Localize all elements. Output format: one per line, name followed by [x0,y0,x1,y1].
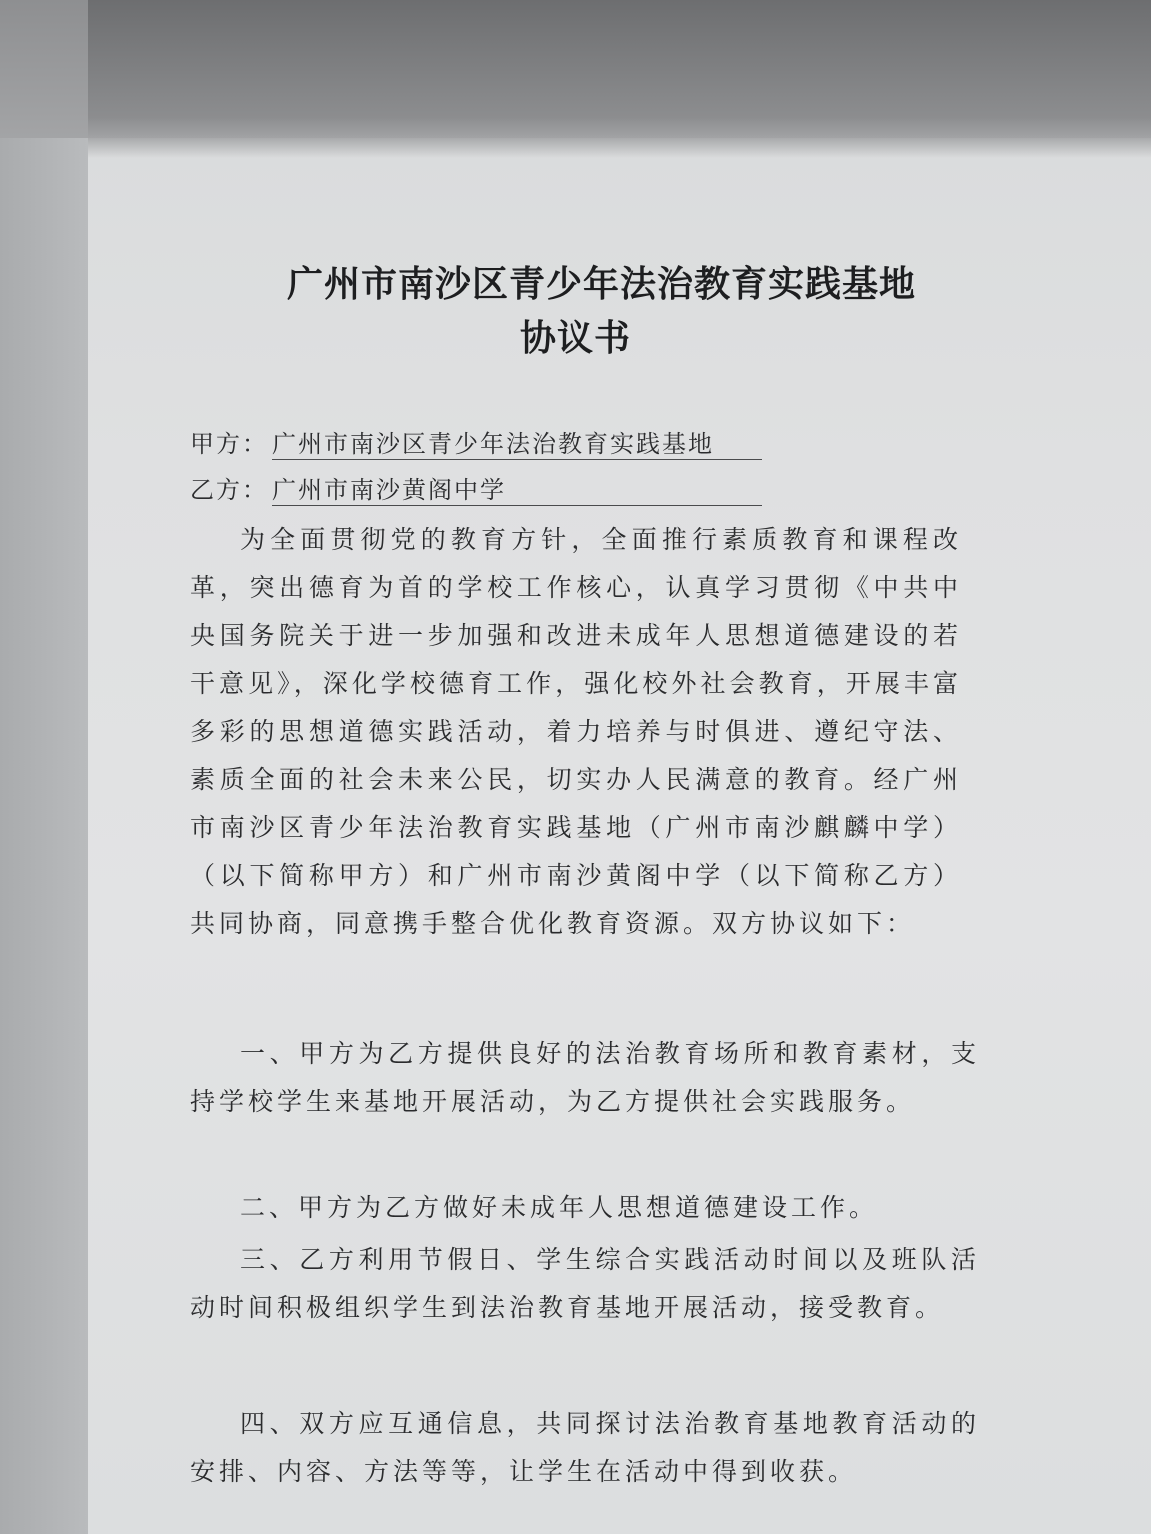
party-a-label: 甲方： [190,430,268,458]
intro-paragraph: 为全面贯彻党的教育方针，全面推行素质教育和课程改革，突出德育为首的学校工作核心，认真学习贯彻《中共中央国务院关于进一步加强和改进未成年人思想道德建设的若干意见》，深化学校德育工作，强化校外社会教育，开展丰富多彩的思想道德实践活动，着力培养与时俱进、遵纪守法、素质全面的社会未来公民，切实办人民满意的教育。经广州市南沙区青少年法治教育实践基地（广州市南沙麒麟中学）（以下简称甲方）和广州市南沙黄阁中学（以下简称乙方）共同协商，同意携手整合优化教育资源。双方协议如下： [190,525,962,938]
background-surface [0,0,88,1534]
clause-2: 二、甲方为乙方做好未成年人思想道德建设工作。 [240,1193,879,1222]
document-title: 广州市南沙区青少年法治教育实践基地 [286,264,916,305]
party-b-label: 乙方： [190,476,268,504]
document-subtitle: 协议书 [519,318,631,359]
clause-3: 三、乙方利用节假日、学生综合实践活动时间以及班队活动时间积极组织学生到法治教育基地开展活动，接受教育。 [190,1245,980,1322]
party-b-value: 广州市南沙黄阁中学 [272,470,762,506]
clause-4: 四、双方应互通信息，共同探讨法治教育基地教育活动的安排、内容、方法等等，让学生在活动中得到收获。 [190,1409,980,1486]
party-a-line [190,424,762,460]
background-shadow [0,0,88,138]
top-shadow [88,0,1151,138]
party-b-line [190,470,762,506]
clause-1: 一、甲方为乙方提供良好的法治教育场所和教育素材，支持学校学生来基地开展活动，为乙方提供社会实践服务。 [190,1039,980,1116]
party-a-value: 广州市南沙区青少年法治教育实践基地 [272,424,762,460]
